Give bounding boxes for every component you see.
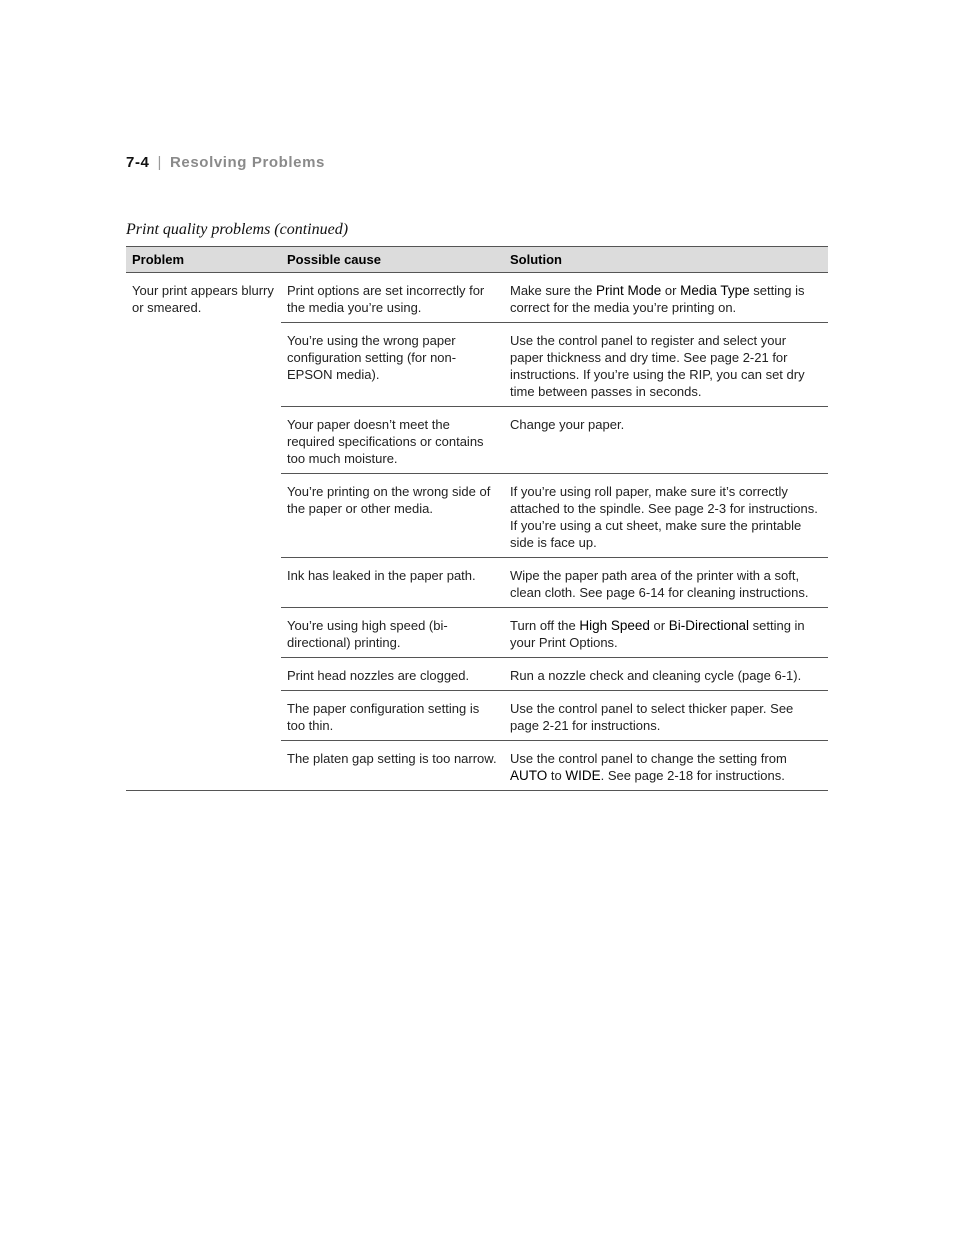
setting-name: High Speed [579, 618, 650, 633]
solution-text: Make sure the [510, 283, 596, 298]
section-title: Resolving Problems [169, 154, 325, 171]
setting-name: Bi-Directional [668, 618, 750, 633]
solution-text: or [649, 618, 669, 633]
cause-cell: You’re using high speed (bi-directional) printing. [281, 608, 504, 658]
setting-name: Print Mode [596, 283, 662, 298]
solution-text: setting is correct for the media you’re printing on. [510, 283, 805, 315]
troubleshooting-table [126, 246, 828, 791]
setting-name: WIDE [565, 768, 601, 783]
cause-cell: Ink has leaked in the paper path. [281, 558, 504, 608]
cause-cell: You’re using the wrong paper configuration setting (for non-EPSON media). [281, 323, 504, 407]
cause-cell: The platen gap setting is too narrow. [281, 741, 504, 791]
solution-text: setting in your Print Options. [510, 618, 805, 650]
solution-text: . See page 2-18 for instructions. [600, 768, 785, 783]
table-caption: Print quality problems (continued) [126, 221, 349, 238]
solution-cell: Use the control panel to select thicker paper. See page 2-21 for instructions. [504, 691, 828, 741]
column-header-cause: Possible cause [281, 247, 504, 273]
solution-cell: Run a nozzle check and cleaning cycle (page 6-1). [504, 658, 828, 691]
solution-cell [504, 741, 828, 791]
solution-cell: Use the control panel to register and select your paper thickness and dry time. See page 2-21 for instructions. If you’re using the RIP, you can set dry time between passes in seconds. [504, 323, 828, 407]
solution-cell [504, 608, 828, 658]
solution-text: Use the control panel to change the setting from [510, 751, 787, 766]
column-header-solution: Solution [504, 247, 828, 273]
column-header-problem: Problem [126, 247, 281, 273]
solution-cell [504, 273, 828, 323]
cause-cell: Print head nozzles are clogged. [281, 658, 504, 691]
solution-cell: Change your paper. [504, 407, 828, 474]
cause-cell: You’re printing on the wrong side of the paper or other media. [281, 474, 504, 558]
solution-text: or [661, 283, 681, 298]
table-row [126, 273, 828, 323]
cause-cell: The paper configuration setting is too thin. [281, 691, 504, 741]
table-header-row [126, 247, 828, 273]
cause-cell: Print options are set incorrectly for the media you’re using. [281, 273, 504, 323]
solution-text: Turn off the [510, 618, 580, 633]
problem-cell: Your print appears blurry or smeared. [126, 273, 281, 791]
setting-name: Media Type [680, 283, 750, 298]
cause-cell: Your paper doesn’t meet the required specifications or contains too much moisture. [281, 407, 504, 474]
setting-name: AUTO [510, 768, 548, 783]
solution-cell: Wipe the paper path area of the printer with a soft, clean cloth. See page 6-14 for cleaning instructions. [504, 558, 828, 608]
solution-cell: If you’re using roll paper, make sure it’s correctly attached to the spindle. See page 2-3 for instructions. If you’re using a cut sheet, make sure the printable side is face up. [504, 474, 828, 558]
page-number: 7-4 [126, 154, 150, 171]
solution-text: to [547, 768, 566, 783]
header-separator: | [157, 154, 162, 171]
page-header [126, 154, 325, 171]
